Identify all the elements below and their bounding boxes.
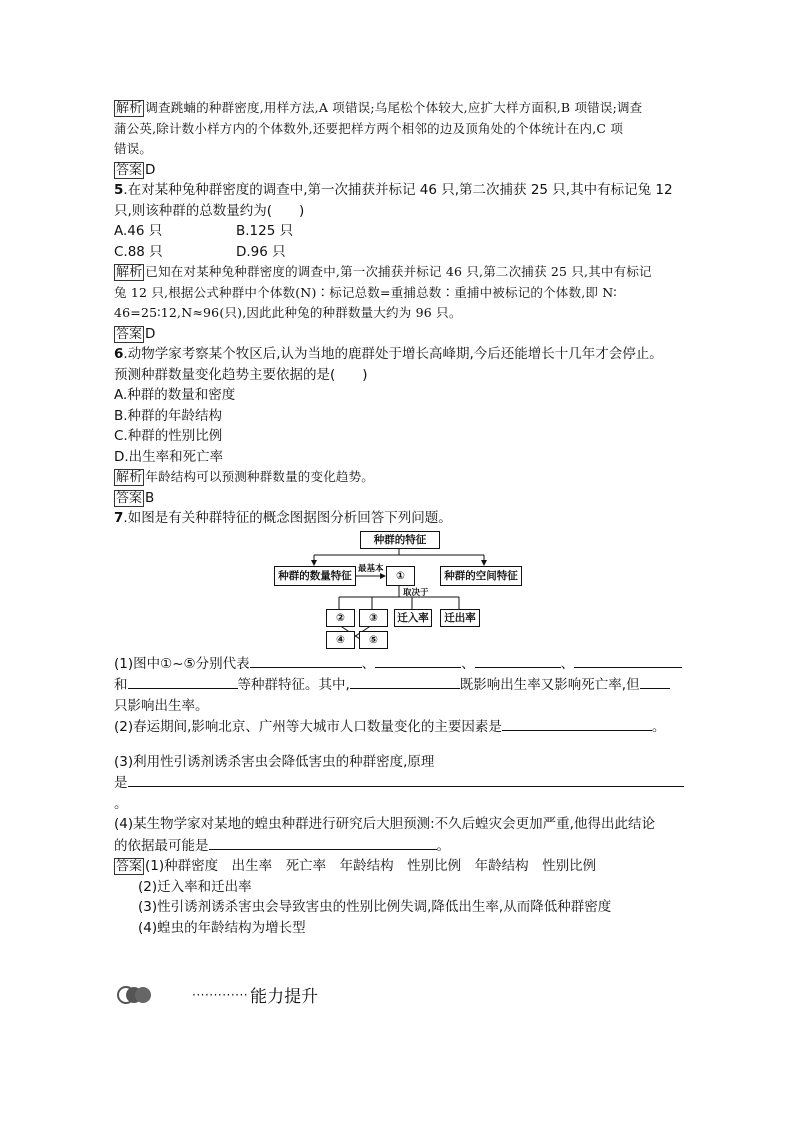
diagram-box-3: ③ bbox=[359, 609, 388, 627]
diagram-immigration-box: 迁入率 bbox=[394, 609, 432, 627]
q7-part4-line-1: (4)某生物学家对某地的蝗虫种群进行研究后大胆预测:不久后蝗灾会更加严重,他得出此结论 bbox=[114, 816, 655, 832]
answer-tag: 答案 bbox=[116, 326, 143, 342]
q7-part3-line-1: (3)利用性引诱剂诱杀害虫会降低害虫的种群密度,原理 bbox=[114, 753, 435, 770]
q7-stem: 7.如图是有关种群特征的概念图据图分析回答下列问题。 bbox=[114, 510, 452, 526]
answer-tag: 答案 bbox=[116, 162, 143, 178]
blank[interactable] bbox=[574, 653, 682, 668]
analysis-tag: 解析 bbox=[116, 265, 143, 280]
q5-analysis-line-3: 46=25∶12,N≈96(只),因此此种兔的种群数量大约为 96 只。 bbox=[114, 305, 462, 320]
q7-part3-line-2: 是 bbox=[114, 772, 684, 794]
q5-option-d: D.96 只 bbox=[236, 243, 286, 260]
q7-part4-line-2: 的依据最可能是 。 bbox=[114, 835, 684, 857]
q5-stem-line-2: 只,则该种群的总数量约为( ) bbox=[114, 202, 305, 219]
q7-part3-line-3: 。 bbox=[114, 795, 128, 812]
footer-title: 能力提升 bbox=[250, 987, 319, 1007]
diagram-box-1: ① bbox=[386, 566, 415, 586]
q4-answer: 答案 D bbox=[116, 161, 156, 178]
q6-option-c: C.种群的性别比例 bbox=[114, 428, 223, 444]
blank[interactable] bbox=[475, 653, 561, 668]
q7-answer-1: 答案 (1)种群密度 出生率 死亡率 年龄结构 性别比例 年龄结构 性别比例 bbox=[116, 858, 597, 874]
blank[interactable] bbox=[375, 653, 461, 668]
q4-analysis-line-1: 解析 调查跳蝻的种群密度,用样方法,A 项错误;乌尾松个体较大,应扩大样方面积,B 项错误;调查 bbox=[116, 100, 643, 116]
blank[interactable] bbox=[640, 674, 670, 689]
q7-part1-line-1: (1)图中①~⑤分别代表 、 、 、 bbox=[114, 653, 684, 675]
q7-part1-line-2: 和 等种群特征。其中, 既影响出生率又影响死亡率,但 bbox=[114, 674, 684, 696]
q5-stem-line-1: 5.在对某种兔种群密度的调查中,第一次捕获并标记 46 只,第二次捕获 25 只,其中有标记兔 12 bbox=[114, 182, 673, 198]
analysis-tag: 解析 bbox=[116, 470, 143, 485]
answer-tag: 答案 bbox=[116, 859, 143, 874]
diagram-label-depends: 取决于 bbox=[403, 587, 429, 598]
blank[interactable] bbox=[128, 674, 238, 689]
q5-options-row-2 bbox=[114, 242, 684, 263]
blank[interactable] bbox=[250, 653, 362, 668]
blank[interactable] bbox=[502, 716, 652, 731]
q6-analysis: 解析 年龄结构可以预测种群数量的变化趋势。 bbox=[116, 469, 375, 485]
q5-option-b: B.125 只 bbox=[236, 223, 294, 239]
diagram-box-5: ⑤ bbox=[359, 631, 388, 649]
q5-analysis-line-1: 解析 已知在对某种兔种群密度的调查中,第一次捕获并标记 46 只,第二次捕获 25 只,其中有标记 bbox=[116, 264, 652, 280]
q6-stem-line-2: 预测种群数量变化趋势主要依据的是( ) bbox=[114, 366, 368, 383]
q6-answer: 答案 B bbox=[116, 489, 155, 506]
diagram-emigration-box: 迁出率 bbox=[440, 609, 480, 627]
q7-part2: (2)春运期间,影响北京、广州等大城市人口数量变化的主要因素是 。 bbox=[114, 716, 684, 738]
diagram-box-2: ② bbox=[326, 609, 355, 627]
q5-options-row-1 bbox=[114, 221, 684, 242]
blank[interactable] bbox=[128, 772, 684, 787]
diagram-quantity-box: 种群的数量特征 bbox=[274, 566, 356, 586]
answer-tag: 答案 bbox=[116, 490, 143, 506]
diagram-spatial-box: 种群的空间特征 bbox=[440, 566, 522, 586]
diagram-label-most-basic: 最基本 bbox=[358, 563, 384, 574]
section-logo-icon bbox=[114, 984, 154, 1006]
blank[interactable] bbox=[209, 835, 437, 850]
section-footer bbox=[114, 982, 318, 1007]
q7-part1-line-3: 只影响出生率。 bbox=[114, 697, 209, 714]
q5-option-c: C.88 只 bbox=[114, 243, 163, 260]
q4-analysis-line-3: 错误。 bbox=[114, 141, 153, 156]
content bbox=[114, 98, 684, 938]
q5-option-a: A.46 只 bbox=[114, 223, 163, 239]
q6-option-d: D.出生率和死亡率 bbox=[114, 448, 224, 465]
q4-analysis-line-2: 蒲公英,除计数小样方内的个体数外,还要把样方两个相邻的边及顶角处的个体统计在内,C 项 bbox=[114, 120, 624, 136]
analysis-tag: 解析 bbox=[116, 101, 143, 116]
q7-answer-2: (2)迁入率和迁出率 bbox=[138, 878, 252, 895]
q5-answer: 答案 D bbox=[116, 325, 156, 342]
footer-dots: ············· bbox=[192, 987, 249, 1002]
q7-answer-3: (3)性引诱剂诱杀害虫会导致害虫的性别比例失调,降低出生率,从而降低种群密度 bbox=[138, 899, 612, 915]
diagram-top-box: 种群的特征 bbox=[360, 531, 440, 549]
q5-analysis-line-2: 兔 12 只,根据公式种群中个体数(N)∶标记总数=重捕总数∶重捕中被标记的个体数,即 N∶ bbox=[114, 284, 617, 300]
concept-diagram bbox=[114, 531, 684, 649]
diagram-box-4: ④ bbox=[326, 631, 355, 649]
q7-answer-4: (4)蝗虫的年龄结构为增长型 bbox=[138, 919, 306, 936]
q6-option-a: A.种群的数量和密度 bbox=[114, 387, 236, 403]
q6-option-b: B.种群的年龄结构 bbox=[114, 407, 223, 424]
blank[interactable] bbox=[350, 674, 460, 689]
q6-stem-line-1: 6.动物学家考察某个牧区后,认为当地的鹿群处于增长高峰期,今后还能增长十几年才会停止。 bbox=[114, 346, 663, 362]
